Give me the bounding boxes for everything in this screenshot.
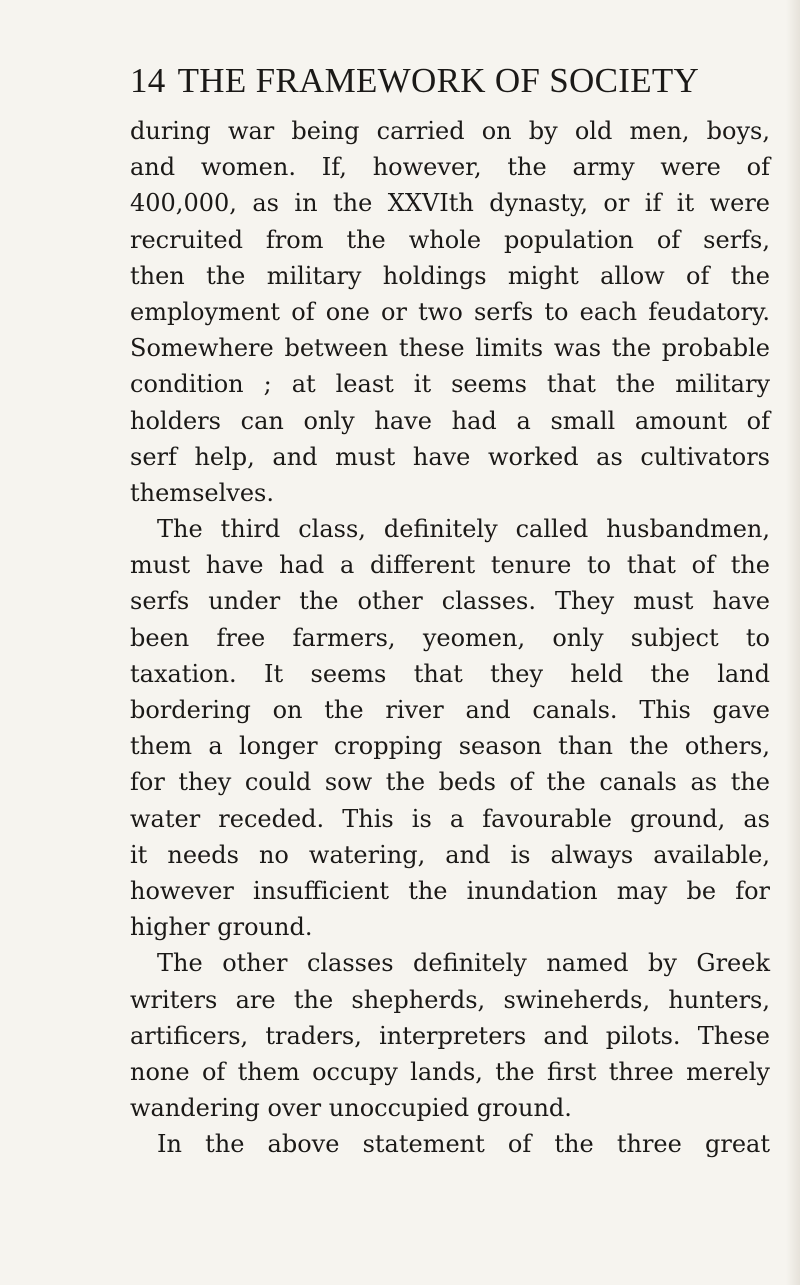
text-line: it needs no watering, and is always available,	[130, 840, 770, 869]
text-line: must have had a different tenure to that of the	[130, 551, 770, 580]
paragraph	[130, 113, 770, 511]
paragraph	[130, 945, 770, 1126]
text-line: The other classes definitely named by Greek	[157, 949, 770, 978]
text-line: Somewhere between these limits was the probable	[130, 334, 770, 363]
text-line: and women. If, however, the army were of	[130, 153, 770, 182]
text-line: artificers, traders, interpreters and pilots. These	[130, 1021, 770, 1050]
text-line: themselves.	[130, 478, 274, 507]
text-line: The third class, definitely called husbandmen,	[157, 515, 770, 544]
text-line: wandering over unoccupied ground.	[130, 1094, 572, 1123]
text-line: them a longer cropping season than the others,	[130, 732, 770, 761]
text-line: during war being carried on by old men, boys,	[130, 117, 770, 145]
text-line: been free farmers, yeomen, only subject to	[130, 623, 770, 652]
text-line: serfs under the other classes. They must have	[130, 587, 770, 616]
text-line: however insufficient the inundation may be for	[130, 876, 770, 905]
text-line: taxation. It seems that they held the land	[130, 659, 770, 688]
body-text	[130, 113, 770, 1162]
text-line: holders can only have had a small amount of	[130, 406, 770, 435]
text-line: for they could sow the beds of the canals as the	[130, 768, 770, 797]
text-line: bordering on the river and canals. This gave	[130, 696, 770, 724]
text-line: 400,000, as in the XXVIth dynasty, or if it were	[130, 189, 770, 218]
text-line: serf help, and must have worked as cultivators	[130, 442, 770, 471]
text-line: higher ground.	[130, 913, 313, 942]
page-edge-shadow	[786, 0, 800, 1285]
text-line: employment of one or two serfs to each feudatory.	[130, 297, 770, 326]
text-line: then the military holdings might allow of the	[130, 261, 770, 290]
text-line: recruited from the whole population of serfs,	[130, 225, 770, 254]
text-line: condition ; at least it seems that the military	[130, 370, 770, 399]
running-title: THE FRAMEWORK OF SOCIETY	[177, 61, 700, 100]
running-header	[130, 60, 770, 110]
paragraph	[130, 511, 770, 945]
text-line: In the above statement of the three great	[157, 1130, 770, 1159]
text-line: water receded. This is a favourable ground, as	[130, 804, 770, 833]
text-line: none of them occupy lands, the first three merely	[130, 1057, 770, 1086]
paragraph	[130, 1126, 770, 1162]
text-line: writers are the shepherds, swineherds, hunters,	[130, 985, 770, 1014]
page-number: 14	[130, 61, 166, 100]
